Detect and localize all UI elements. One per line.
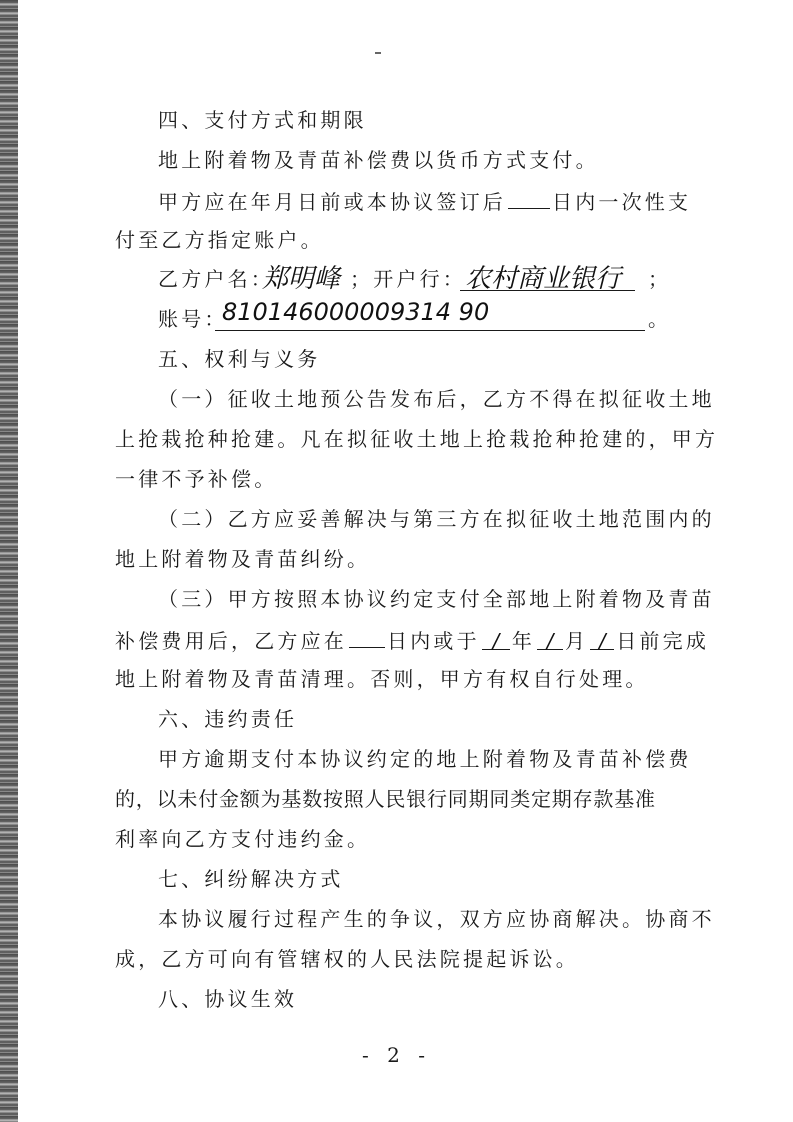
- section-6-line-1: 甲方逾期支付本协议约定的地上附着物及青苗补偿费: [158, 747, 692, 771]
- clearance-day-blank: /: [590, 629, 614, 650]
- clearance-text-3: 日前完成: [616, 629, 710, 653]
- year-label: 年: [511, 629, 536, 653]
- scan-edge-shadow: [0, 0, 18, 1122]
- section-5-item-2-line-1: （二）乙方应妥善解决与第三方在拟征收土地范围内的: [158, 507, 715, 531]
- section-7-line-2: 成，乙方可向有管辖权的人民法院提起诉讼。: [115, 947, 579, 971]
- payment-lump-sum-text: 日内一次性支: [552, 190, 692, 214]
- payment-deadline-text: 甲方应在年月日前或本协议签订后: [158, 190, 506, 214]
- clearance-text-2: 日内或于: [387, 629, 480, 653]
- month-label: 月: [565, 629, 589, 653]
- account-name-label: 乙方户名：: [158, 267, 274, 291]
- section-4-title: 四、支付方式和期限: [158, 108, 367, 132]
- section-4-paragraph-1: 地上附着物及青苗补偿费以货币方式支付。: [158, 148, 599, 172]
- bank-label: ；开户行：: [350, 267, 466, 291]
- scan-speck: [375, 52, 381, 54]
- account-number-period: 。: [648, 307, 672, 331]
- clearance-days-blank: [349, 627, 385, 648]
- section-5-item-2-line-2: 地上附着物及青苗纠纷。: [115, 547, 371, 571]
- bank-name-handwritten: 农村商业银行: [465, 264, 622, 294]
- section-7-line-1: 本协议履行过程产生的争议，双方应协商解决。协商不: [158, 907, 715, 931]
- section-5-title: 五、权利与义务: [158, 347, 321, 371]
- days-blank: [508, 188, 550, 209]
- account-number-underline: [215, 330, 645, 331]
- section-6-title: 六、违约责任: [158, 707, 298, 731]
- clearance-text-1: 补偿费用后，乙方应在: [115, 629, 347, 653]
- bank-underline: [460, 290, 635, 291]
- section-6-line-3: 利率向乙方支付违约金。: [115, 827, 371, 851]
- account-number-label: 账号：: [158, 307, 228, 331]
- section-5-item-1-line-1: （一）征收土地预公告发布后，乙方不得在拟征收土地: [158, 387, 715, 411]
- section-4-paragraph-2-line-1: [158, 188, 691, 214]
- clearance-year-blank: /: [482, 629, 510, 650]
- section-4-paragraph-2-line-2: 付至乙方指定账户。: [115, 228, 324, 252]
- bank-semicolon: ；: [648, 267, 672, 291]
- section-5-item-3-line-3: 地上附着物及青苗清理。否则，甲方有权自行处理。: [115, 667, 649, 691]
- clearance-month-blank: /: [537, 629, 563, 650]
- account-name-handwritten: 郑明峰: [262, 264, 341, 294]
- section-5-item-1-line-2: 上抢栽抢种抢建。凡在拟征收土地上抢栽抢种抢建的，甲方: [115, 427, 719, 451]
- section-8-title: 八、协议生效: [158, 987, 298, 1011]
- page-number: - 2 -: [362, 1043, 431, 1067]
- section-6-line-2: 的，以未付金额为基数按照人民银行同期同类定期存款基准: [115, 787, 656, 811]
- section-5-item-3-line-1: （三）甲方按照本协议约定支付全部地上附着物及青苗: [158, 587, 715, 611]
- section-5-item-3-line-2: [115, 627, 709, 653]
- section-5-item-1-line-3: 一律不予补偿。: [115, 467, 278, 491]
- section-7-title: 七、纠纷解决方式: [158, 867, 344, 891]
- account-number-handwritten: 810146000009314 90: [222, 298, 490, 326]
